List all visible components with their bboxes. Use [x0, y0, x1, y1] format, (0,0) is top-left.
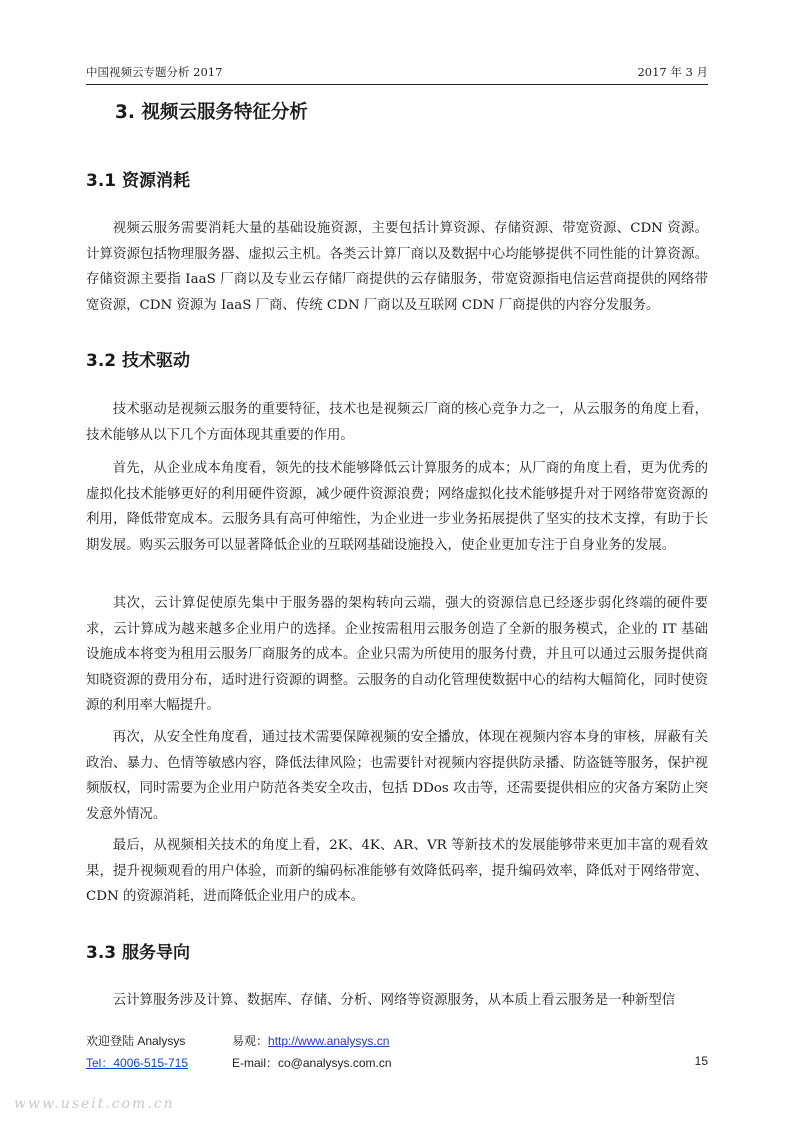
paragraph-tech-last: 最后，从视频相关技术的角度上看，2K、4K、AR、VR 等新技术的发展能够带来更加丰富的观看效果，提升视频观看的用户体验，而新的编码标准能够有效降低码率，提升编码效率，降低对于网络带宽、CDN 的资源消耗，进而降低企业用户的成本。 [86, 838, 708, 905]
paragraph-tech-second: 其次，云计算促使原先集中于服务器的架构转向云端，强大的资源信息已经逐步弱化终端的硬件要求，云计算成为越来越多企业用户的选择。企业按需租用云服务创造了全新的服务模式，企业的 IT 基础设施成本将变为租用云服务厂商服务的成本。企业只需为所使用的服务付费，并且可以通过云服务提供商知晓资源的费用分布，适时进行资源的调整。云服务的自动化管理使数据中心的结构大幅简化，同时使资源的利用率大幅提升。 [86, 596, 708, 714]
subsection-title-3-2: 3.2 技术驱动 [86, 351, 191, 371]
paragraph-service-orientation: 云计算服务涉及计算、数据库、存储、分析、网络等资源服务，从本质上看云服务是一种新型信 [112, 993, 676, 1008]
paragraph-tech-intro: 技术驱动是视频云服务的重要特征，技术也是视频云厂商的核心竞争力之一，从云服务的角度上看，技术能够从以下几个方面体现其重要的作用。 [86, 402, 708, 443]
footer-yiguan-label: 易观： [232, 1034, 269, 1048]
footer-email: E-mail：co@analysys.com.cn [232, 1056, 392, 1070]
paragraph-resource-consumption: 视频云服务需要消耗大量的基础设施资源，主要包括计算资源、存储资源、带宽资源、CDN 资源。计算资源包括物理服务器、虚拟云主机。各类云计算厂商以及数据中心均能够提供不同性能的计算资源。存储资源主要指 IaaS 厂商以及专业云存储厂商提供的云存储服务，带宽资源指电信运营商提供的网络带宽资源，CDN 资源为 IaaS 厂商、传统 CDN 厂商以及互联网 CDN 厂商提供的内容分发服务。 [86, 221, 708, 313]
footer-website-link[interactable]: http://www.analysys.cn [268, 1034, 390, 1048]
header-title: 中国视频云专题分析 2017 [86, 65, 223, 79]
page-number: 15 [694, 1054, 708, 1068]
page-header [86, 62, 708, 85]
header-date: 2017 年 3 月 [637, 65, 708, 79]
subsection-title-3-1: 3.1 资源消耗 [86, 171, 191, 191]
subsection-title-3-3: 3.3 服务导向 [86, 943, 191, 963]
footer-welcome: 欢迎登陆 Analysys [86, 1034, 186, 1048]
paragraph-tech-third: 再次，从安全性角度看，通过技术需要保障视频的安全播放，体现在视频内容本身的审核，屏蔽有关政治、暴力、色情等敏感内容，降低法律风险；也需要针对视频内容提供防录播、防盗链等服务，保护视频版权，同时需要为企业用户防范各类安全攻击，包括 DDos 攻击等，还需要提供相应的灾备方案防止突发意外情况。 [86, 730, 708, 822]
watermark: www.useit.com.cn [14, 1096, 175, 1112]
footer-tel-link[interactable]: Tel：4006-515-715 [86, 1056, 189, 1070]
section-title: 3. 视频云服务特征分析 [115, 102, 308, 123]
paragraph-tech-first: 首先，从企业成本角度看，领先的技术能够降低云计算服务的成本；从厂商的角度上看，更为优秀的虚拟化技术能够更好的利用硬件资源，减少硬件资源浪费；网络虚拟化技术能够提升对于网络带宽资源的利用，降低带宽成本。云服务具有高可伸缩性，为企业进一步业务拓展提供了坚实的技术支撑，有助于长期发展。购买云服务可以显著降低企业的互联网基础设施投入，使企业更加专注于自身业务的发展。 [86, 461, 708, 553]
